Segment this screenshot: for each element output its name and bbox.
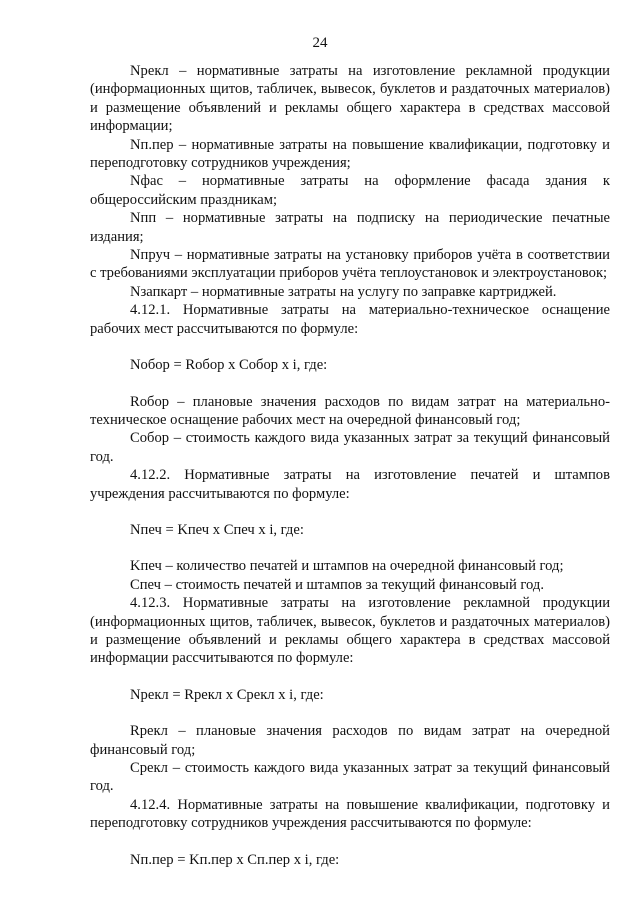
definition-r-obor: Rобор – плановые значения расходов по видам затрат на материально-техническое оснащение рабочих мест на очередной финансовый год; xyxy=(90,393,610,428)
definition-n-pruch: Nпруч – нормативные затраты на установку приборов учёта в соответствии с требованиями эксплуатации приборов учёта теплоустановок и электроустановок; xyxy=(90,247,610,282)
document-body xyxy=(90,62,610,869)
definition-n-rekl: Nрекл – нормативные затраты на изготовление рекламной продукции (информационных щитов, табличек, вывесок, буклетов и раздаточных материалов) и размещение объявлений и рекламы общего характера в средствах массовой информации; xyxy=(90,63,610,135)
definition-n-p-per: Nп.пер – нормативные затраты на повышение квалификации, подготовку и переподготовку сотрудников учреждения; xyxy=(90,136,610,172)
section-4-12-2-intro: 4.12.2. Нормативные затраты на изготовление печатей и штампов учреждения рассчитываются по формуле: xyxy=(90,467,610,502)
definition-r-rekl: Rрекл – плановые значения расходов по видам затрат на очередной финансовый год; xyxy=(90,723,610,758)
section-4-12-1-intro: 4.12.1. Нормативные затраты на материально-техническое оснащение рабочих мест рассчитываются по формуле: xyxy=(90,302,610,337)
section-4-12-4-intro: 4.12.4. Нормативные затраты на повышение квалификации, подготовку и переподготовку сотрудников учреждения рассчитываются по формуле: xyxy=(90,796,610,832)
definition-c-obor: Cобор – стоимость каждого вида указанных затрат за текущий финансовый год. xyxy=(90,430,610,465)
formula-n-p-per: Nп.пер = Kп.пер x Cп.пер x i, где: xyxy=(130,851,340,868)
section-4-12-3-intro: 4.12.3. Нормативные затраты на изготовление рекламной продукции (информационных щитов, табличек, вывесок, буклетов и раздаточных материалов) и размещение объявлений и рекламы общего характера в средствах массовой информации рассчитываются по формуле: xyxy=(90,595,610,667)
definition-c-rekl: Срекл – стоимость каждого вида указанных затрат за текущий финансовый год. xyxy=(90,760,610,795)
definition-k-pech: Kпеч – количество печатей и штампов на очередной финансовый год; xyxy=(130,558,564,575)
formula-n-obor: Nобор = Rобор x Cобор x i, где: xyxy=(130,357,328,374)
definition-c-pech: Спеч – стоимость печатей и штампов за текущий финансовый год. xyxy=(130,576,544,593)
formula-n-pech: Nпеч = Kпеч x Спеч x i, где: xyxy=(130,521,304,538)
definition-n-pp: Nпп – нормативные затраты на подписку на периодические печатные издания; xyxy=(90,210,610,245)
definition-n-zapkart: Nзапкарт – нормативные затраты на услугу по заправке картриджей. xyxy=(130,283,557,300)
definition-n-fas: Nфас – нормативные затраты на оформление фасада здания к общероссийским праздникам; xyxy=(90,173,610,208)
formula-n-rekl: Nрекл = Rрекл x Срекл x i, где: xyxy=(130,686,324,703)
page-number: 24 xyxy=(312,35,328,51)
